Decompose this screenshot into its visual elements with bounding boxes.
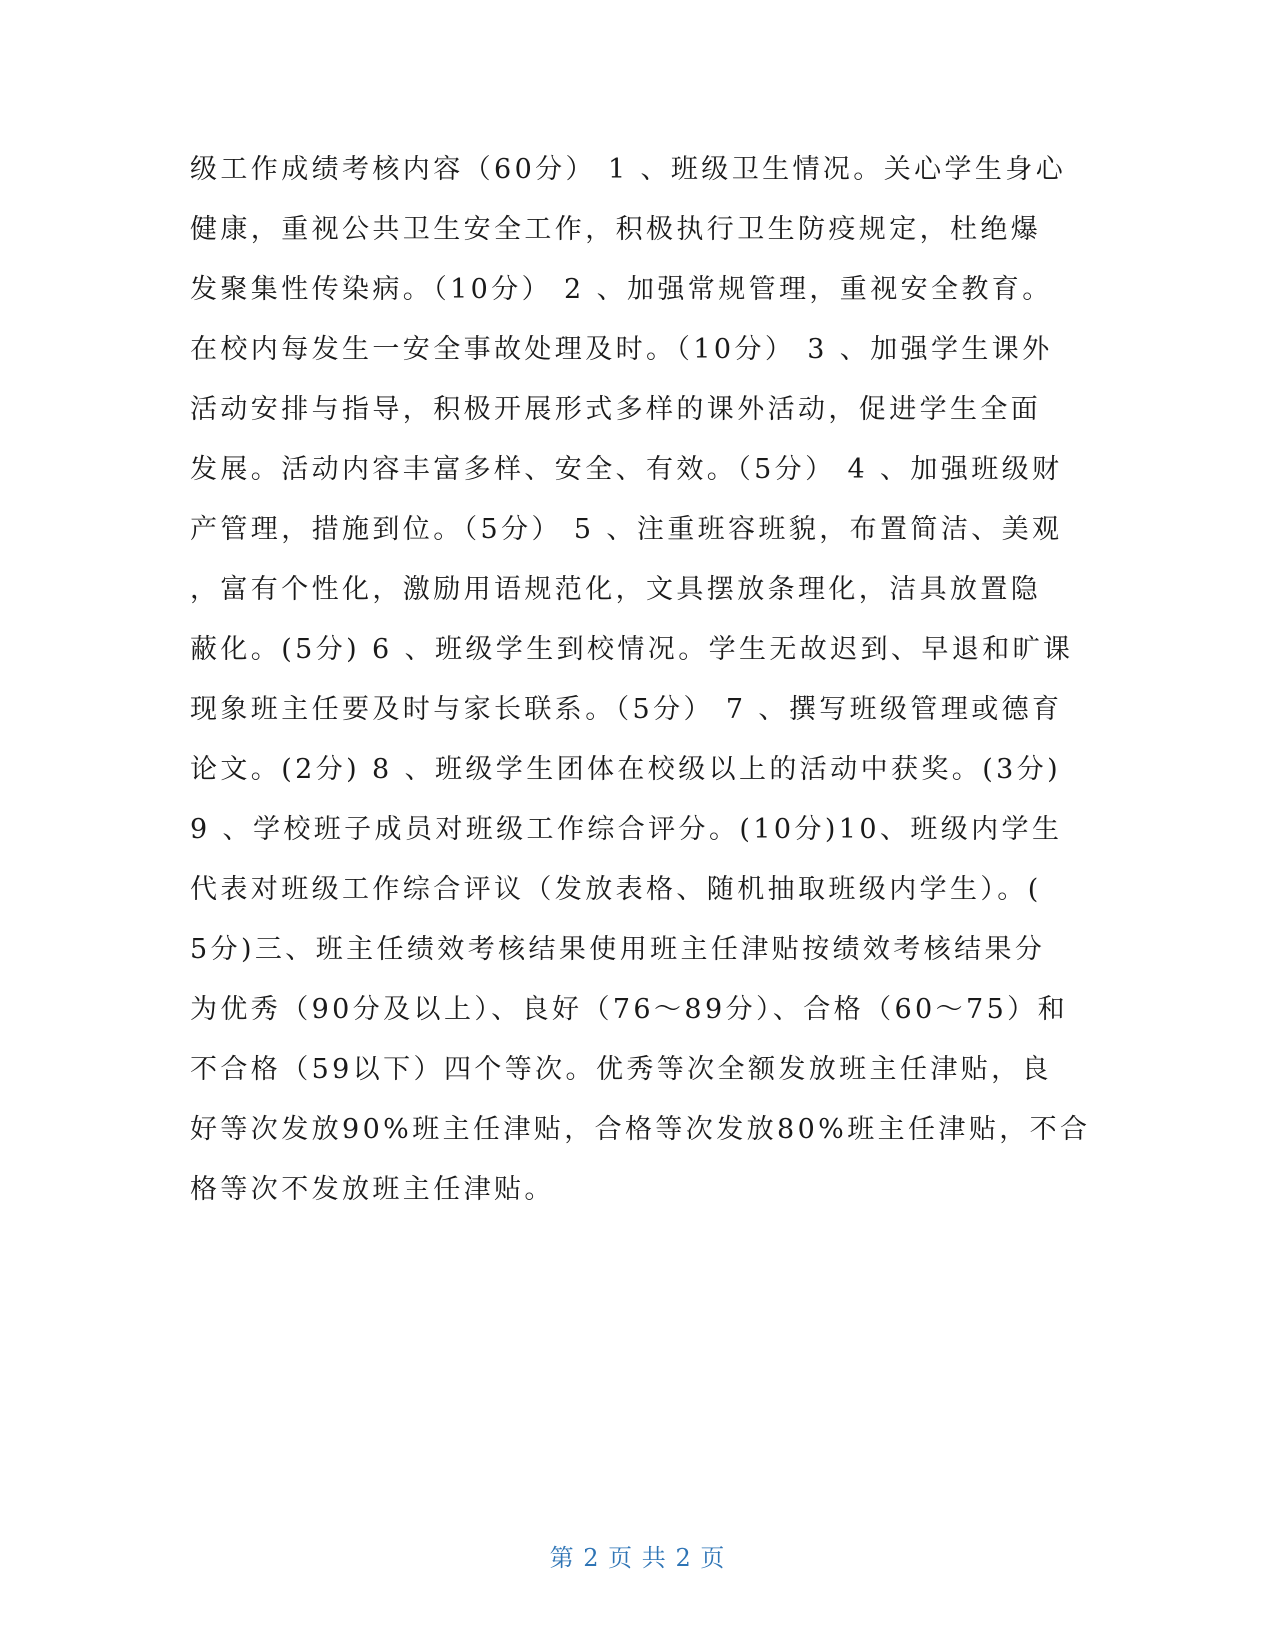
body-text (190, 140, 1091, 1220)
text-line: 代表对班级工作综合评议（发放表格、随机抽取班级内学生）。( (190, 874, 1042, 905)
text-line: 5分)三、班主任绩效考核结果使用班主任津贴按绩效考核结果分 (190, 934, 1046, 965)
text-line: 在校内每发生一安全事故处理及时。（10分） 3 、加强学生课外 (190, 334, 1053, 365)
text-line: 9 、学校班子成员对班级工作综合评分。(10分)10、班级内学生 (190, 814, 1063, 845)
text-line: 蔽化。(5分) 6 、班级学生到校情况。学生无故迟到、早退和旷课 (190, 634, 1074, 665)
text-line: 现象班主任要及时与家长联系。（5分） 7 、撰写班级管理或德育 (190, 694, 1063, 725)
text-line: 发展。活动内容丰富多样、安全、有效。（5分） 4 、加强班级财 (190, 454, 1063, 485)
text-line: 为优秀（90分及以上）、良好（76～89分）、合格（60～75）和 (190, 994, 1068, 1025)
text-line: 论文。(2分) 8 、班级学生团体在校级以上的活动中获奖。(3分) (190, 754, 1062, 785)
text-line: ，富有个性化，激励用语规范化，文具摆放条理化，洁具放置隐 (190, 574, 1042, 605)
page-number-footer: 第 2 页 共 2 页 (549, 1544, 726, 1572)
text-line: 级工作成绩考核内容（60分） 1 、班级卫生情况。关心学生身心 (190, 154, 1067, 185)
text-line: 健康，重视公共卫生安全工作，积极执行卫生防疫规定，杜绝爆 (190, 214, 1042, 245)
text-line: 活动安排与指导，积极开展形式多样的课外活动，促进学生全面 (190, 394, 1042, 425)
text-line: 不合格（59以下）四个等次。优秀等次全额发放班主任津贴，良 (190, 1054, 1052, 1085)
text-line: 好等次发放90%班主任津贴，合格等次发放80%班主任津贴，不合 (190, 1114, 1091, 1145)
text-line: 格等次不发放班主任津贴。 (190, 1174, 555, 1205)
text-line: 发聚集性传染病。（10分） 2 、加强常规管理，重视安全教育。 (190, 274, 1053, 305)
text-line: 产管理，措施到位。（5分） 5 、注重班容班貌，布置简洁、美观 (190, 514, 1063, 545)
